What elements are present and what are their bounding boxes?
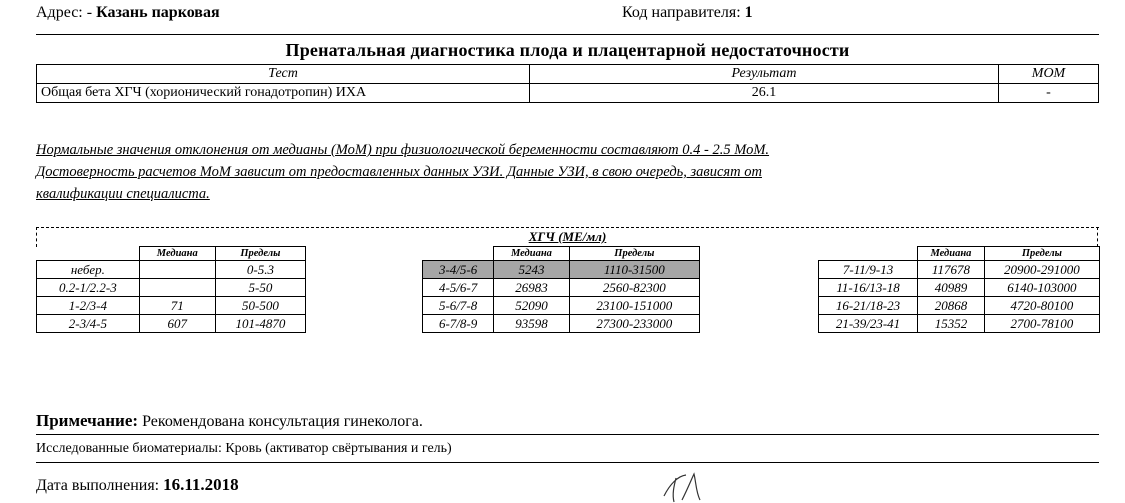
address	[36, 4, 220, 22]
table-row	[819, 279, 1100, 297]
hcg-median: 52090	[494, 297, 569, 315]
results-table	[36, 64, 1099, 103]
referrer-code	[622, 4, 753, 22]
hcg-median: 15352	[918, 315, 985, 333]
hcg-median	[139, 261, 215, 279]
hcg-range: 50-500	[215, 297, 305, 315]
hcg-term: 7-11/9-13	[819, 261, 918, 279]
hcg-range: 6140-103000	[984, 279, 1099, 297]
hcg-median: 607	[139, 315, 215, 333]
remark-value: Рекомендована консультация гинеколога.	[142, 413, 423, 430]
hcg-col-term	[819, 247, 918, 261]
hcg-median: 93598	[494, 315, 569, 333]
note-line: Нормальные значения отклонения от медианы (МоМ) при физиологической беременности составляют 0.4 - 2.5 МоМ.	[36, 142, 770, 158]
table-row	[423, 279, 700, 297]
date-value: 16.11.2018	[163, 475, 239, 494]
results-header-row	[37, 65, 1099, 84]
hcg-col-range: Пределы	[215, 247, 305, 261]
col-result: Результат	[530, 65, 999, 84]
hcg-range: 23100-151000	[569, 297, 699, 315]
hcg-col-range: Пределы	[569, 247, 699, 261]
hcg-col-median: Медиана	[139, 247, 215, 261]
execution-date	[36, 475, 239, 495]
signature-icon	[660, 470, 740, 503]
hcg-range: 2560-82300	[569, 279, 699, 297]
table-row	[423, 315, 700, 333]
remark-label: Примечание:	[36, 411, 139, 430]
hcg-term: 4-5/6-7	[423, 279, 494, 297]
biomaterial: Исследованные биоматериалы: Кровь (активатор свёртывания и гель)	[36, 441, 452, 456]
reference-note	[36, 139, 1099, 205]
remark-divider	[36, 434, 1099, 435]
table-row	[37, 261, 306, 279]
table-row	[37, 297, 306, 315]
table-row	[819, 315, 1100, 333]
hcg-header-row	[423, 247, 700, 261]
hcg-range: 20900-291000	[984, 261, 1099, 279]
hcg-median: 26983	[494, 279, 569, 297]
hcg-term: 11-16/13-18	[819, 279, 918, 297]
address-value: Казань парковая	[96, 4, 220, 21]
col-test: Тест	[37, 65, 530, 84]
biomaterial-divider	[36, 462, 1099, 463]
hcg-range: 4720-80100	[984, 297, 1099, 315]
referrer-code-label: Код направителя:	[622, 4, 741, 21]
table-row	[37, 279, 306, 297]
hcg-col-median: Медиана	[918, 247, 985, 261]
hcg-range: 0-5.3	[215, 261, 305, 279]
hcg-header-row	[37, 247, 306, 261]
table-row	[37, 315, 306, 333]
hcg-range: 5-50	[215, 279, 305, 297]
hcg-dashed-border	[36, 227, 1099, 228]
test-result: 26.1	[530, 84, 999, 103]
hcg-header-row	[819, 247, 1100, 261]
hcg-term: 16-21/18-23	[819, 297, 918, 315]
table-row	[819, 261, 1100, 279]
hcg-term: 0.2-1/2.2-3	[37, 279, 140, 297]
table-row	[819, 297, 1100, 315]
address-label: Адрес: -	[36, 4, 93, 21]
hcg-col-range: Пределы	[984, 247, 1099, 261]
hcg-median: 71	[139, 297, 215, 315]
hcg-median: 117678	[918, 261, 985, 279]
date-label: Дата выполнения:	[36, 477, 160, 494]
hcg-term: 3-4/5-6	[423, 261, 494, 279]
hcg-range: 1110-31500	[569, 261, 699, 279]
hcg-median: 5243	[494, 261, 569, 279]
hcg-term: небер.	[37, 261, 140, 279]
hcg-term: 1-2/3-4	[37, 297, 140, 315]
table-row	[423, 297, 700, 315]
hcg-range: 101-4870	[215, 315, 305, 333]
hcg-col-term	[423, 247, 494, 261]
test-name: Общая бета ХГЧ (хорионический гонадотропин) ИХА	[37, 84, 530, 103]
hcg-term: 5-6/7-8	[423, 297, 494, 315]
hcg-term: 2-3/4-5	[37, 315, 140, 333]
note-line: Достоверность расчетов МоМ зависит от предоставленных данных УЗИ. Данные УЗИ, в свою очередь, зависят от	[36, 164, 762, 180]
hcg-title: ХГЧ (МЕ/мл)	[528, 229, 607, 244]
test-mom: -	[999, 84, 1099, 103]
hcg-table-mid	[422, 246, 700, 333]
hcg-table-early	[36, 246, 306, 333]
hcg-median: 40989	[918, 279, 985, 297]
header-divider	[36, 34, 1099, 35]
table-row	[37, 84, 1099, 103]
hcg-range: 2700-78100	[984, 315, 1099, 333]
hcg-median	[139, 279, 215, 297]
hcg-col-term	[37, 247, 140, 261]
note-line: квалификации специалиста.	[36, 186, 210, 202]
hcg-term: 21-39/23-41	[819, 315, 918, 333]
hcg-median: 20868	[918, 297, 985, 315]
table-row	[423, 261, 700, 279]
hcg-term: 6-7/8-9	[423, 315, 494, 333]
referrer-code-value: 1	[744, 4, 753, 21]
hcg-range: 27300-233000	[569, 315, 699, 333]
remark	[36, 411, 423, 431]
hcg-col-median: Медиана	[494, 247, 569, 261]
col-mom: МОМ	[999, 65, 1099, 84]
section-title: Пренатальная диагностика плода и плацентарной недостаточности	[285, 40, 850, 60]
hcg-table-late	[818, 246, 1100, 333]
